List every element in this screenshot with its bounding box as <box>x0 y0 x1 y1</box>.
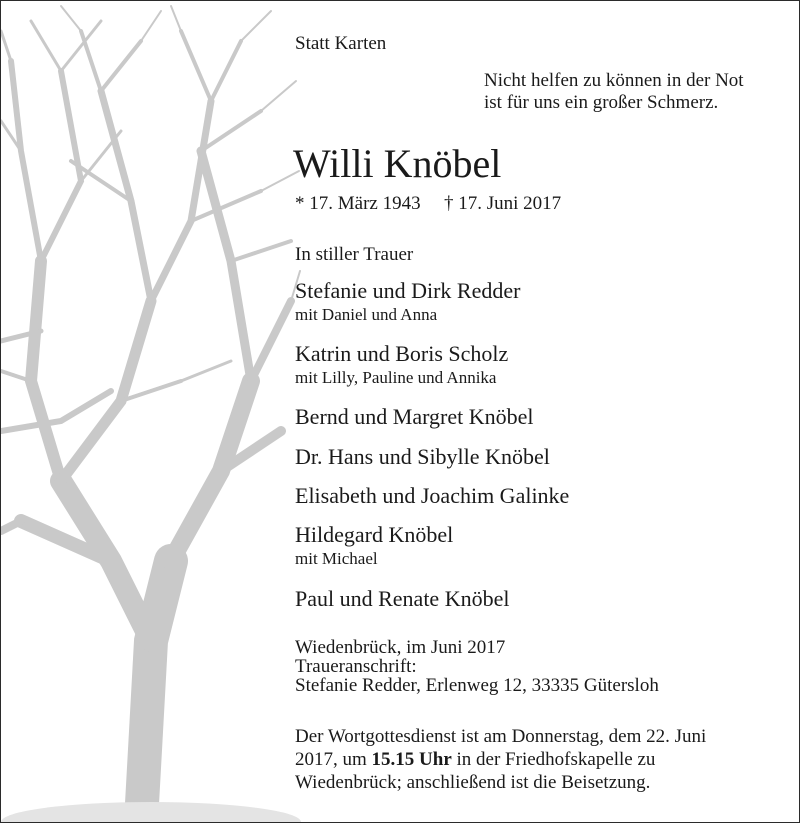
quote-line-2: ist für uns ein großer Schmerz. <box>484 92 719 113</box>
birth-date: * 17. März 1943 <box>295 193 421 214</box>
mourner-name: Stefanie und Dirk Redder <box>295 278 521 303</box>
mourner-name: Katrin und Boris Scholz <box>295 341 509 366</box>
mourner-sub: mit Lilly, Pauline und Annika <box>295 368 497 387</box>
tree-illustration <box>1 1 301 822</box>
service-text-before: Der Wortgottesdienst ist am Donnerstag, dem 22. Juni 2017, um <box>295 726 707 770</box>
address-line: Stefanie Redder, Erlenweg 12, 33335 Gütersloh <box>295 675 659 696</box>
mourning-intro: In stiller Trauer <box>295 244 414 265</box>
mourner-name: Elisabeth und Joachim Galinke <box>295 483 570 508</box>
mourner-sub: mit Daniel und Anna <box>295 305 438 324</box>
address-label: Traueranschrift: <box>295 656 417 677</box>
mourner-name: Bernd und Margret Knöbel <box>295 404 534 429</box>
quote-line-1: Nicht helfen zu können in der Not <box>484 70 744 91</box>
death-date: † 17. Juni 2017 <box>444 193 562 214</box>
deceased-name: Willi Knöbel <box>293 141 502 186</box>
mourner-name: Hildegard Knöbel <box>295 522 454 547</box>
mourner-name: Paul und Renate Knöbel <box>295 586 510 611</box>
place-date: Wiedenbrück, im Juni 2017 <box>295 637 506 658</box>
service-text-after: in der Friedhofskapelle zu Wiedenbrück; anschließend ist die Beisetzung. <box>295 749 656 793</box>
service-info <box>295 725 715 794</box>
statt-karten-note: Statt Karten <box>295 33 387 54</box>
mourner-sub: mit Michael <box>295 549 378 568</box>
mourner-name: Dr. Hans und Sibylle Knöbel <box>295 444 550 469</box>
address-block <box>295 638 659 695</box>
service-time: 15.15 Uhr <box>371 749 452 770</box>
